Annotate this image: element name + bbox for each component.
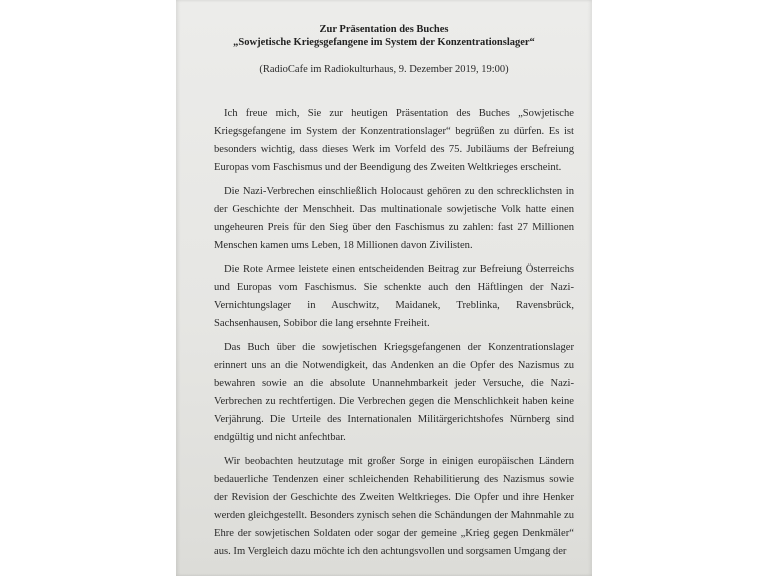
paragraph-1: Ich freue mich, Sie zur heutigen Präsentation des Buches „Sowjetische Kriegsgefangene im System der Konzentrationslager“ begrüßen zu dürfen. Es ist besonders wichtig, dass dieses Werk im Vorfeld des 75. Jubiläums der Befreiung Europas vom Faschismus und der Beendigung des Zweiten Weltkrieges erscheint.	[214, 108, 574, 173]
paragraph-4: Das Buch über die sowjetischen Kriegsgefangenen der Konzentrationslager erinnert uns an die Notwendigkeit, das Andenken an die Opfer des Nazismus zu bewahren sowie an die absolute Unannehmbarkeit jeder Versuche, die Nazi-Verbrechen zu rechtfertigen. Die Verbrechen gegen die Menschlichkeit haben keine Verjährung. Die Urteile des Internationalen Militärgerichtshofes Nürnberg sind endgültig und nicht anfechtbar.	[214, 342, 574, 443]
paragraph-2: Die Nazi-Verbrechen einschließlich Holocaust gehören zu den schrecklichsten in der Geschichte der Menschheit. Das multinationale sowjetische Volk hatte einen ungeheuren Preis für den Sieg über den Faschismus zu zahlen: fast 27 Millionen Menschen kamen ums Leben, 18 Millionen davon Zivilisten.	[214, 186, 574, 251]
title-line-1: Zur Präsentation des Buches	[319, 24, 449, 35]
paragraph-5: Wir beobachten heutzutage mit großer Sorge in einigen europäischen Ländern bedauerliche Tendenzen einer schleichenden Rehabilitierung des Nazismus sowie der Revision der Geschichte des Zweiten Weltkrieges. Die Opfer und ihre Henker werden gleichgestellt. Besonders zynisch sehen die Schändungen der Mahnmahle zu Ehre der sowjetischen Soldaten oder sogar der gemeine „Krieg gegen Denkmäler“ aus. Im Vergleich dazu möchte ich den achtungsvollen und sorgsamen Umgang der	[214, 456, 574, 557]
title-line-2: „Sowjetische Kriegsgefangene im System der Konzentrationslager“	[233, 37, 535, 48]
event-subtitle: (RadioCafe im Radiokulturhaus, 9. Dezember 2019, 19:00)	[259, 64, 509, 75]
paragraph-3: Die Rote Armee leistete einen entscheidenden Beitrag zur Befreiung Österreichs und Europas vom Faschismus. Sie schenkte auch den Häftlingen der Nazi-Vernichtungslager in Auschwitz, Maidanek, Treblinka, Ravensbrück, Sachsenhausen, Sobibor die lang ersehnte Freiheit.	[214, 264, 574, 329]
document-body	[214, 105, 574, 567]
document-page	[176, 0, 592, 576]
